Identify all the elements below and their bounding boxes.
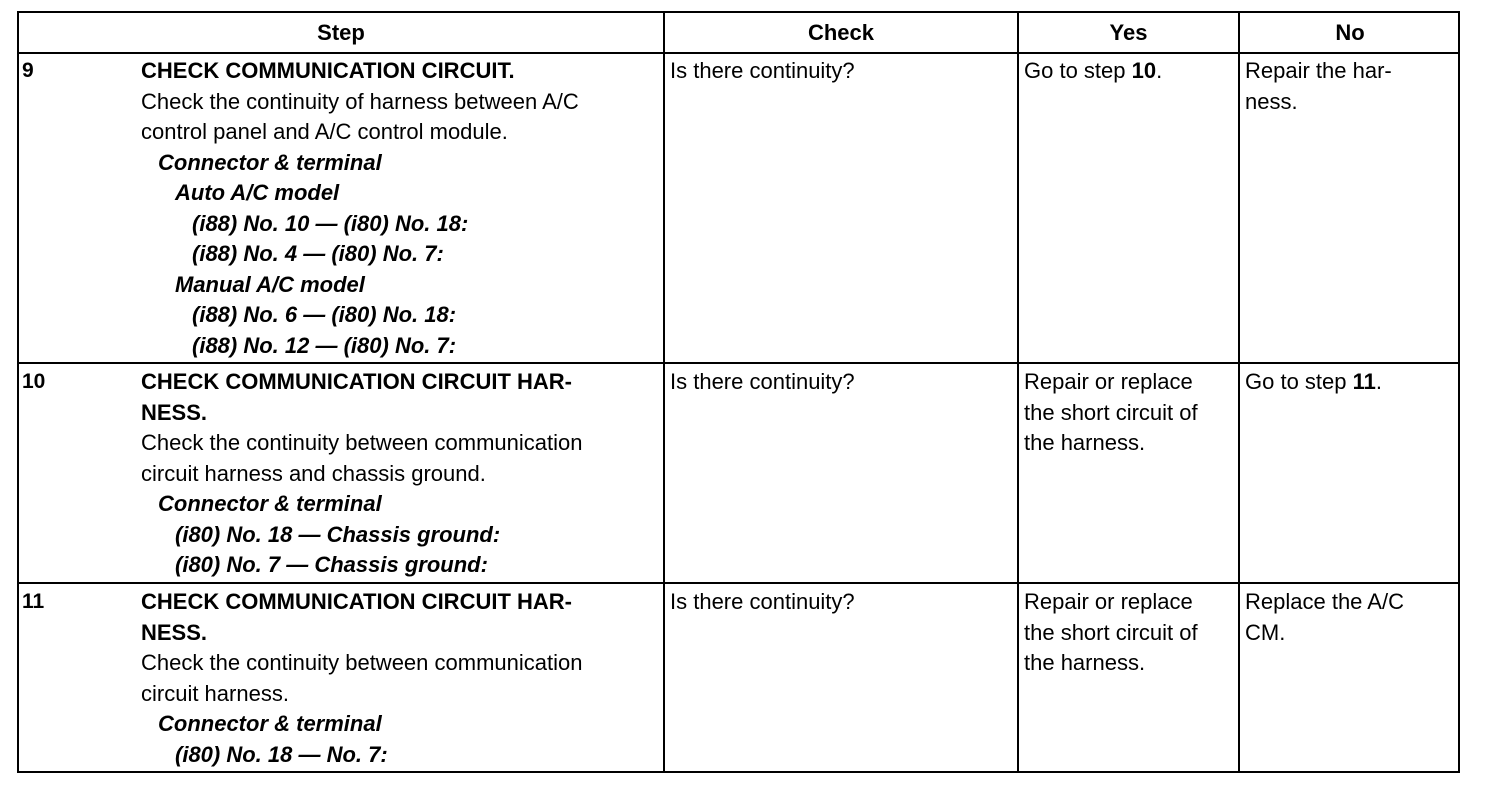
step-text: Check the continuity between communication bbox=[141, 650, 583, 675]
yes-action: Go to step 10. bbox=[1024, 58, 1163, 83]
step-description bbox=[141, 367, 661, 581]
step-description bbox=[141, 587, 661, 770]
row-divider bbox=[19, 362, 1458, 364]
step-number: 9 bbox=[22, 59, 34, 82]
yes-action: Repair or replace the short circuit of the harness. bbox=[1024, 589, 1198, 675]
no-action: Go to step 11. bbox=[1245, 369, 1383, 394]
header-step: Step bbox=[317, 20, 365, 45]
terminal-item: (i80) No. 18 — Chassis ground: bbox=[175, 521, 501, 547]
column-divider bbox=[663, 13, 665, 771]
header-yes: Yes bbox=[1109, 20, 1148, 45]
connector-label: Connector & terminal bbox=[158, 149, 382, 175]
terminal-item: (i80) No. 7 — Chassis ground: bbox=[175, 552, 488, 577]
model-label: Auto A/C model bbox=[175, 180, 340, 205]
step-text: control panel and A/C control module. bbox=[141, 119, 508, 144]
header-check: Check bbox=[807, 20, 875, 45]
check-text: Is there continuity? bbox=[670, 589, 855, 614]
column-divider bbox=[1017, 13, 1019, 771]
terminal-item: (i88) No. 10 — (i80) No. 18: bbox=[192, 210, 469, 236]
row-divider bbox=[19, 582, 1458, 584]
header-no: No bbox=[1335, 20, 1365, 45]
no-action: Replace the A/C CM. bbox=[1245, 589, 1404, 645]
diagnostic-table bbox=[17, 11, 1460, 773]
step-number: 10 bbox=[22, 370, 46, 393]
terminal-item: (i80) No. 18 — No. 7: bbox=[175, 741, 388, 767]
terminal-item: (i88) No. 4 — (i80) No. 7: bbox=[192, 241, 444, 266]
step-number: 11 bbox=[22, 590, 45, 613]
terminal-item: (i88) No. 6 — (i80) No. 18: bbox=[192, 302, 457, 327]
step-text: Check the continuity of harness between A/C bbox=[141, 88, 579, 114]
model-label: Manual A/C model bbox=[175, 271, 365, 297]
step-title: NESS. bbox=[141, 619, 208, 645]
step-text: Check the continuity between communication bbox=[141, 430, 583, 455]
step-title: NESS. bbox=[141, 399, 208, 425]
step-reference: 11 bbox=[1352, 369, 1376, 394]
step-reference: 10 bbox=[1131, 58, 1157, 83]
check-text: Is there continuity? bbox=[670, 58, 855, 83]
step-text: circuit harness and chassis ground. bbox=[141, 460, 486, 486]
check-text: Is there continuity? bbox=[670, 369, 855, 394]
terminal-item: (i88) No. 12 — (i80) No. 7: bbox=[192, 332, 457, 358]
step-title: CHECK COMMUNICATION CIRCUIT HAR- bbox=[141, 369, 572, 394]
step-text: circuit harness. bbox=[141, 680, 289, 706]
connector-label: Connector & terminal bbox=[158, 491, 382, 516]
no-action: Repair the har- ness. bbox=[1245, 58, 1392, 114]
connector-label: Connector & terminal bbox=[158, 711, 382, 736]
step-title: CHECK COMMUNICATION CIRCUIT HAR- bbox=[141, 589, 572, 614]
column-divider bbox=[1238, 13, 1240, 771]
yes-action: Repair or replace the short circuit of the harness. bbox=[1024, 369, 1198, 455]
step-description bbox=[141, 56, 661, 361]
step-title: CHECK COMMUNICATION CIRCUIT. bbox=[141, 58, 515, 83]
